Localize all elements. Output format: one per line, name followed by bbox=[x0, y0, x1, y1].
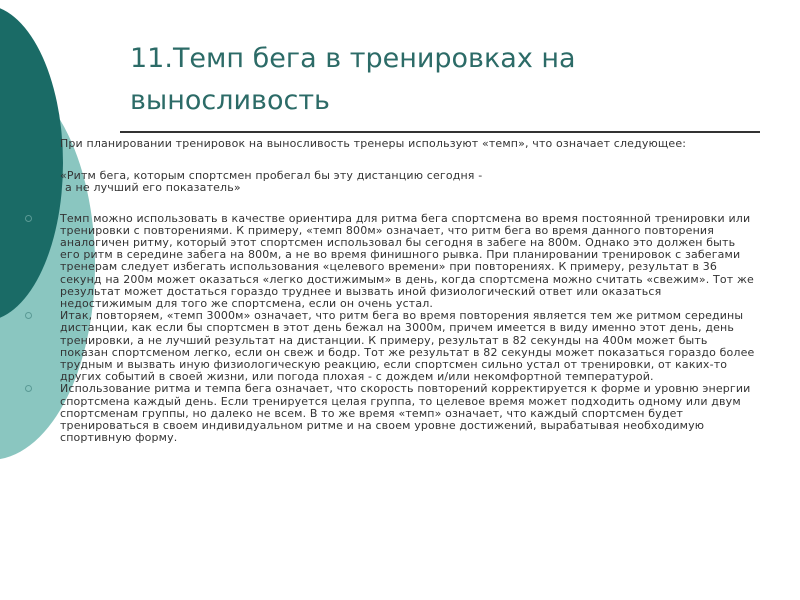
slide-title-line-2: выносливость bbox=[130, 85, 330, 116]
slide-body bbox=[60, 138, 755, 444]
bullet-item bbox=[60, 383, 755, 444]
bullet-item bbox=[60, 310, 755, 383]
spacer bbox=[60, 150, 755, 170]
intro-paragraph: При планировании тренировок на выносливость тренеры используют «темп», что означает следующее: bbox=[60, 137, 687, 150]
bullet-text: Итак, повторяем, «темп 3000м» означает, что ритм бега во время повторения является тем же ритмом середины дистанции, как если бы спортсмен в этот день бежал на 3000м, причем имеется в виду именно этот день, день тренировки, а не лучший результат на дистанции. К примеру, результат в 82 секунды на 400м может быть показан спортсменом легко, если он свеж и бодр. Тот же результат в 82 секунды может показаться гораздо более трудным и вызвать иную физиологическую реакцию, если спортсмен сильно устал от тренировки, от каких-то других событий в своей жизни, или погода плохая - с дождем и/или некомфортной температурой. bbox=[60, 309, 755, 384]
spacer bbox=[60, 195, 755, 213]
bullet-text: Темп можно использовать в качестве ориентира для ритма бега спортсмена во время постоянной тренировки или тренировки с повторениями. К примеру, «темп 800м» означает, что ритм бега во время данного повторения аналогичен ритму, который этот спортсмен использовал бы сегодня в забеге на 800м. Однако это должен быть его ритм в середине забега на 800м, а не во время финишного рывка. При планировании тренировок с забегами тренерам следует избегать использования «целевого времени» при повторениях. К примеру, результат в 36 секунд на 200м может оказаться «легко достижимым» в день, когда спортсмена можно считать «свежим». Тот же результат может достаться гораздо труднее и вызвать иной физиологический ответ или оказаться недостижимым для того же спортсмена, если он очень устал. bbox=[60, 211, 754, 311]
bullet-item bbox=[60, 213, 755, 311]
quote-line-1: «Ритм бега, которым спортсмен пробегал бы эту дистанцию сегодня - bbox=[60, 169, 483, 183]
quote-line-2: а не лучший его показатель» bbox=[65, 181, 241, 195]
slide-title bbox=[130, 38, 770, 122]
bullet-text: Использование ритма и темпа бега означает, что скорость повторений корректируется к форме и уровню энергии спортсмена каждый день. Если тренируется целая группа, то целевое время может подходить одному или двум спортсменам группы, но далеко не всем. В то же время «темп» означает, что каждый спортсмен будет тренироваться в своем индивидуальном ритме и на своем уровне достижений, вырабатывая необходимую спортивную форму. bbox=[60, 382, 751, 445]
title-divider bbox=[120, 131, 760, 133]
hollow-circle-bullet-icon bbox=[25, 215, 32, 222]
slide-title-line-1: 11.Темп бега в тренировках на bbox=[130, 43, 576, 74]
